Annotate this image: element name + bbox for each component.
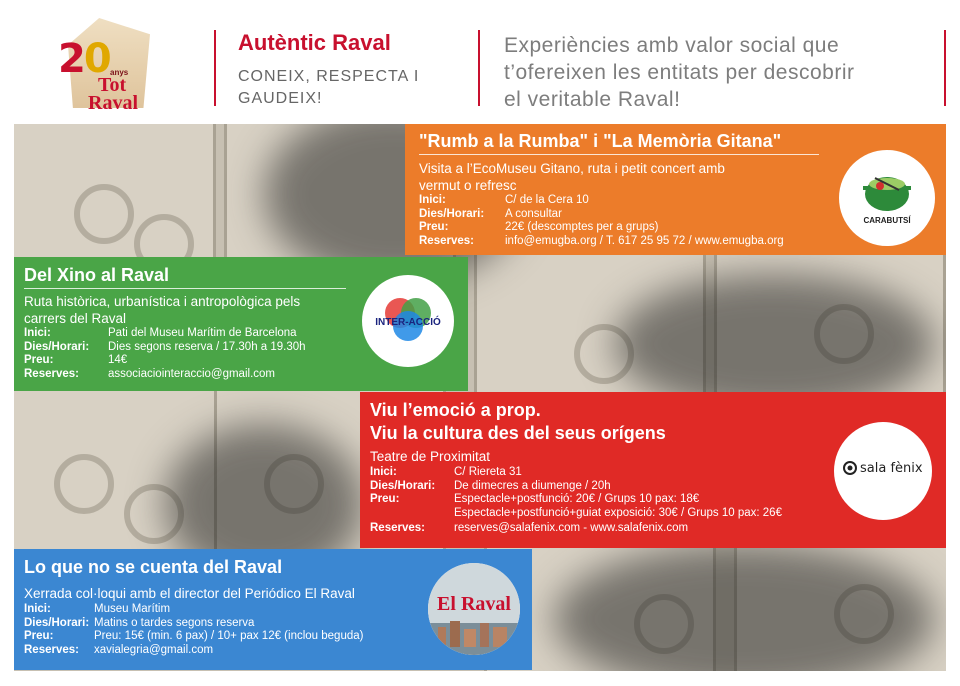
activity-cuenta-panel: [14, 549, 532, 670]
logo-number: 20: [58, 36, 110, 82]
detail-value[interactable]: info@emugba.org / T. 617 25 95 72 / www.emugba.org: [505, 234, 784, 247]
detail-row: [419, 194, 859, 208]
detail-row: [24, 617, 444, 631]
tagline-line: Experiències amb valor social que: [504, 34, 840, 57]
detail-key: Preu:: [24, 354, 54, 367]
activity-description: Teatre de Proximitat: [370, 449, 491, 464]
description-line: carrers del Raval: [24, 311, 127, 326]
detail-key: Inici:: [24, 327, 51, 339]
detail-value: 22€ (descomptes per a grups): [505, 221, 659, 234]
tagline-line: t’ofereixen les entitats per descobrir: [504, 61, 855, 84]
header-tagline: [504, 32, 924, 113]
detail-key: Reserves:: [419, 234, 474, 247]
detail-value: A consultar: [505, 207, 562, 220]
activity-title: Viu l’emoció a prop.: [370, 400, 541, 420]
logo-tot: Tot: [98, 74, 127, 96]
20-anys-tot-raval-logo: [58, 18, 158, 114]
detail-key: Dies/Horari:: [24, 340, 90, 353]
description-line: Ruta històrica, urbanística i antropològica pels: [24, 294, 301, 309]
detail-value[interactable]: reserves@salafenix.com - www.salafenix.com: [454, 522, 689, 535]
logo-label: CARABUTSÍ: [863, 216, 911, 225]
detail-value[interactable]: associaciointeraccio@gmail.com: [108, 367, 275, 380]
title-underline: [24, 288, 346, 289]
detail-row: [24, 327, 364, 341]
detail-row: [24, 354, 364, 368]
activity-rumba-panel: [405, 124, 946, 255]
activity-details: [419, 194, 859, 248]
activity-description: [419, 160, 829, 194]
detail-key: Dies/Horari:: [419, 207, 485, 220]
detail-row: [370, 480, 860, 494]
detail-key: [370, 507, 454, 521]
detail-key: Dies/Horari:: [24, 616, 90, 629]
sala-fenix-logo: [834, 422, 932, 520]
detail-key: Reserves:: [24, 367, 79, 380]
activity-xino-panel: [14, 257, 468, 391]
detail-row: [419, 235, 859, 249]
detail-key: Reserves:: [370, 522, 425, 535]
logo-label: sala fènix: [860, 461, 923, 476]
activity-title: Viu la cultura des del seus orígens: [370, 423, 666, 443]
detail-value: Pati del Museu Marítim de Barcelona: [108, 327, 297, 339]
detail-row: [419, 208, 859, 222]
inter-accio-logo: [362, 275, 454, 367]
activity-title: Lo que no se cuenta del Raval: [24, 557, 283, 577]
detail-key: Reserves:: [24, 643, 79, 656]
detail-row: [24, 644, 444, 658]
detail-row: [24, 368, 364, 382]
page-title: Autèntic Raval: [238, 30, 391, 55]
page-subtitle: [238, 66, 468, 110]
detail-row: [419, 221, 859, 235]
detail-key: Dies/Horari:: [370, 479, 436, 492]
detail-value: Espectacle+postfunció: 20€ / Grups 10 pax: 18€: [454, 493, 700, 506]
tagline-line: el veritable Raval!: [504, 88, 681, 111]
subtitle-line: GAUDEIX!: [238, 90, 323, 107]
detail-value: C/ Riereta 31: [454, 466, 522, 478]
logo-label: El Raval: [437, 593, 511, 615]
detail-key: Inici:: [370, 466, 397, 478]
detail-value: 14€: [108, 354, 128, 367]
activity-title: Del Xino al Raval: [24, 265, 170, 285]
detail-key: Preu:: [370, 493, 400, 506]
detail-value[interactable]: xavialegria@gmail.com: [94, 643, 214, 656]
detail-value: De dimecres a diumenge / 20h: [454, 479, 611, 492]
detail-row: [370, 466, 860, 480]
logo-raval: Raval: [88, 92, 138, 114]
activity-title: "Rumb a la Rumba" i "La Memòria Gitana": [419, 131, 782, 151]
activity-fenix-panel: [360, 392, 946, 548]
detail-value: Dies segons reserva / 17.30h a 19.30h: [108, 340, 306, 353]
activity-details: [24, 603, 444, 657]
detail-row: [24, 603, 444, 617]
title-underline: [419, 154, 819, 155]
detail-row: [24, 630, 444, 644]
header-divider: [944, 30, 946, 106]
header-divider: [478, 30, 480, 106]
activity-description: Xerrada col·loqui amb el director del Periódico El Raval: [24, 586, 355, 601]
detail-row: [370, 493, 860, 507]
activity-details: [24, 327, 364, 381]
detail-row: [370, 507, 860, 521]
logo-anys: anys: [110, 68, 129, 77]
el-raval-logo: [428, 563, 520, 655]
detail-key: Preu:: [419, 221, 449, 234]
pot-icon: [839, 150, 935, 246]
activity-description: [24, 293, 364, 327]
activity-details: [370, 466, 860, 536]
detail-value: C/ de la Cera 10: [505, 194, 589, 206]
detail-key: Inici:: [419, 194, 446, 206]
logo-label: INTER-ACCIÓ: [375, 317, 441, 328]
detail-value: Espectacle+postfunció+guiat exposició: 30€ / Grups 10 pax: 26€: [454, 506, 782, 519]
detail-row: [370, 522, 860, 536]
detail-value: Preu: 15€ (min. 6 pax) / 10+ pax 12€ (inclou beguda): [94, 630, 364, 643]
detail-row: [24, 341, 364, 355]
detail-value: Matins o tardes segons reserva: [94, 616, 255, 629]
header-divider: [214, 30, 216, 106]
description-line: Visita a l’EcoMuseu Gitano, ruta i petit concert amb: [419, 161, 725, 176]
detail-value: Museu Marítim: [94, 603, 171, 615]
description-line: vermut o refresc: [419, 178, 517, 193]
detail-key: Inici:: [24, 603, 51, 615]
subtitle-line: CONEIX, RESPECTA I: [238, 68, 420, 85]
carabutsi-logo: [839, 150, 935, 246]
detail-key: Preu:: [24, 630, 54, 643]
